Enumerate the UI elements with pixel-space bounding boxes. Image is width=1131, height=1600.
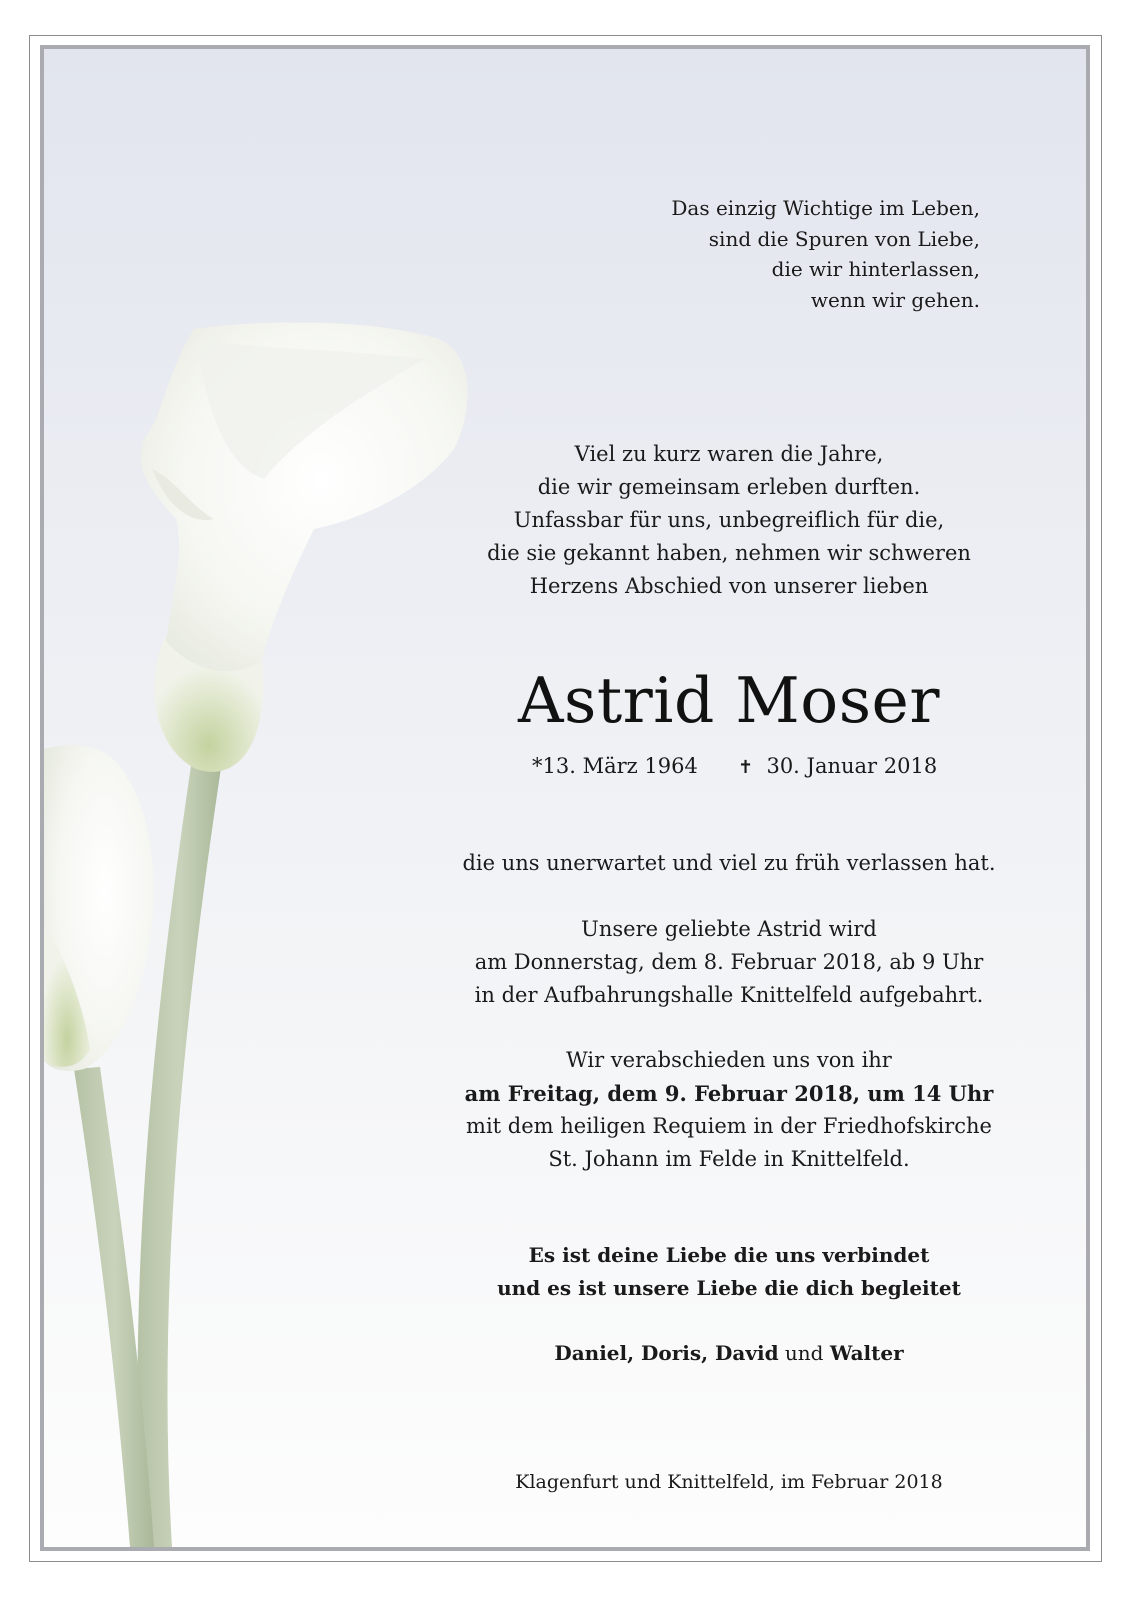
intro-line: die sie gekannt haben, nehmen wir schweren — [487, 541, 971, 565]
closing-verse — [444, 1239, 1014, 1305]
deceased-name: Astrid Moser — [518, 664, 940, 737]
intro-line: die wir gemeinsam erleben durften. — [537, 475, 921, 499]
signers-line — [444, 1338, 1014, 1368]
signer-names: Daniel, Doris, David — [554, 1341, 779, 1365]
card-frame — [40, 45, 1090, 1551]
intro-line: Herzens Abschied von unserer lieben — [529, 574, 929, 598]
viewing-line: in der Aufbahrungshalle Knittelfeld aufgebahrt. — [474, 983, 984, 1007]
motto-line: wenn wir gehen. — [810, 287, 980, 312]
farewell-info — [444, 1044, 1014, 1176]
farewell-line: Wir verabschieden uns von ihr — [566, 1048, 892, 1072]
death-date-line — [738, 751, 937, 783]
farewell-date: am Freitag, dem 9. Februar 2018, um 14 Uhr — [464, 1081, 994, 1106]
cross-icon: ✝ — [738, 757, 754, 778]
motto-line: sind die Spuren von Liebe, — [708, 226, 980, 251]
intro-line: Viel zu kurz waren die Jahre, — [574, 442, 884, 466]
motto-line: Das einzig Wichtige im Leben, — [671, 196, 980, 220]
closing-line: und es ist unsere Liebe die dich begleitet — [497, 1276, 961, 1300]
signer-conjunction: und — [784, 1341, 824, 1365]
birth-date: *13. März 1964 — [532, 754, 698, 778]
viewing-line: Unsere geliebte Astrid wird — [581, 917, 877, 941]
intro-line: Unfassbar für uns, unbegreiflich für die, — [513, 508, 945, 532]
motto-line: die wir hinterlassen, — [771, 257, 980, 281]
death-date: 30. Januar 2018 — [766, 754, 938, 778]
place-and-date: Klagenfurt und Knittelfeld, im Februar 2018 — [515, 1471, 943, 1493]
viewing-info — [444, 913, 1014, 1012]
departure-text — [444, 847, 1014, 880]
motto-quote — [604, 193, 980, 315]
intro-text — [444, 438, 1014, 603]
farewell-line: mit dem heiligen Requiem in der Friedhofskirche — [466, 1114, 992, 1138]
departure-line: die uns unerwartet und viel zu früh verlassen hat. — [462, 851, 996, 875]
closing-line: Es ist deine Liebe die uns verbindet — [528, 1243, 930, 1267]
viewing-line: am Donnerstag, dem 8. Februar 2018, ab 9 Uhr — [474, 950, 984, 974]
farewell-line: St. Johann im Felde in Knittelfeld. — [548, 1147, 910, 1171]
signer-last: Walter — [829, 1341, 904, 1365]
